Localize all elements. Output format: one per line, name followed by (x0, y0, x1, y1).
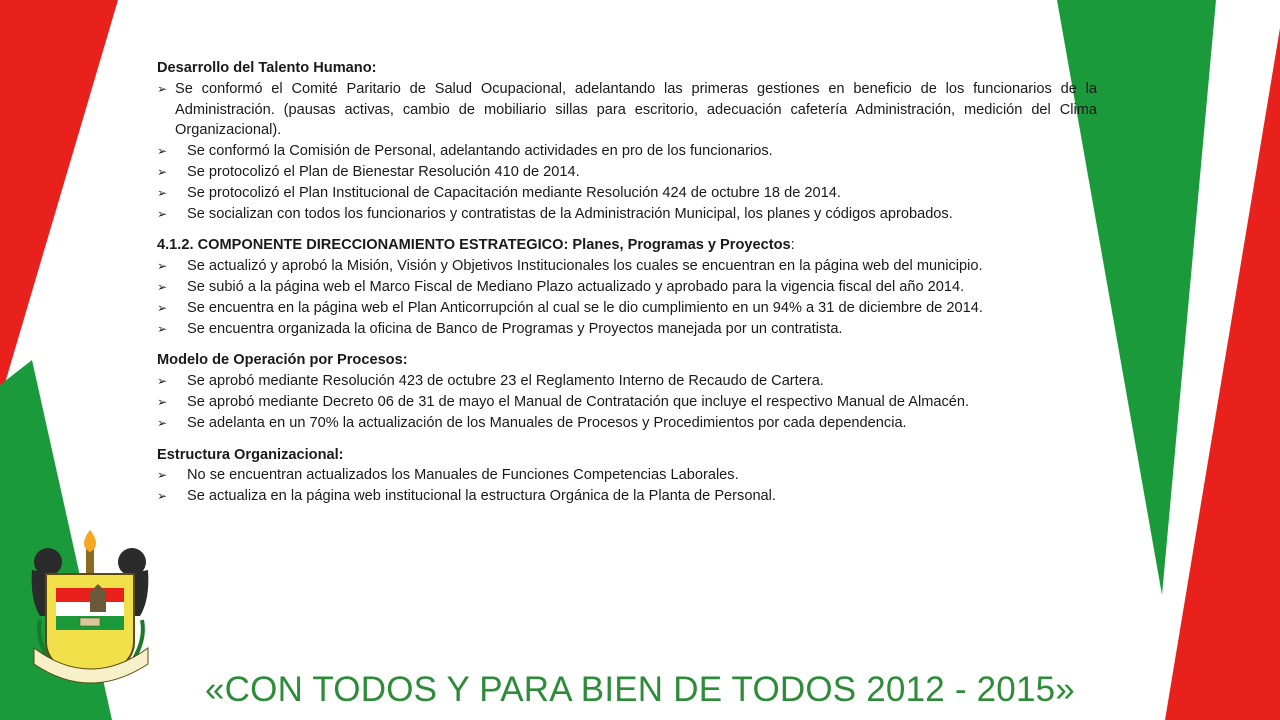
heading-bold: Modelo de Operación por Procesos: (157, 352, 408, 369)
section-estructura (157, 445, 1097, 507)
left-red-stripe (0, 0, 118, 400)
list-item (157, 298, 1097, 319)
list-item-text: Se encuentra organizada la oficina de Banco de Programas y Proyectos manejada por un contratista. (187, 320, 843, 337)
arrowhead-bullet-icon: ➢ (157, 81, 168, 96)
list-item (157, 79, 1097, 141)
list-item-text: Se protocolizó el Plan Institucional de Capacitación mediante Resolución 424 de octubre 18 de 2014. (187, 184, 841, 201)
arrowhead-bullet-icon: ➢ (157, 259, 168, 274)
arrowhead-bullet-icon: ➢ (157, 489, 168, 504)
section-talento-humano (157, 58, 1097, 224)
section-modelo-operacion (157, 350, 1097, 433)
section-heading (157, 445, 1097, 466)
list-item (157, 371, 1097, 392)
list-item (157, 204, 1097, 225)
main-text-body (157, 58, 1097, 507)
arrowhead-bullet-icon: ➢ (157, 164, 168, 179)
arrowhead-bullet-icon: ➢ (157, 321, 168, 336)
list-item (157, 413, 1097, 434)
section-direccionamiento (157, 235, 1097, 339)
list-item-text: Se conformó la Comisión de Personal, adelantando actividades en pro de los funcionarios. (187, 143, 773, 160)
arrowhead-bullet-icon: ➢ (157, 206, 168, 221)
list-item-text: Se aprobó mediante Resolución 423 de octubre 23 el Reglamento Interno de Recaudo de Cartera. (187, 373, 824, 390)
section-heading (157, 58, 1097, 79)
list-item (157, 319, 1097, 340)
list-item-text: Se subió a la página web el Marco Fiscal de Mediano Plazo actualizado y aprobado para la vigencia fiscal del año 2014. (187, 278, 965, 295)
arrowhead-bullet-icon: ➢ (157, 185, 168, 200)
list-item (157, 256, 1097, 277)
list-item (157, 162, 1097, 183)
list-item (157, 465, 1097, 486)
list-item (157, 141, 1097, 162)
list-item-text: Se protocolizó el Plan de Bienestar Resolución 410 de 2014. (187, 163, 580, 180)
list-item-text: No se encuentran actualizados los Manuales de Funciones Competencias Laborales. (187, 467, 739, 484)
arrowhead-bullet-icon: ➢ (157, 144, 168, 159)
list-item (157, 392, 1097, 413)
arrowhead-bullet-icon: ➢ (157, 415, 168, 430)
section-heading (157, 235, 1097, 256)
slogan-footer: «CON TODOS Y PARA BIEN DE TODOS 2012 - 2015» (205, 670, 1075, 709)
list-item-text: Se aprobó mediante Decreto 06 de 31 de mayo el Manual de Contratación que incluye el respectivo Manual de Almacén. (187, 393, 970, 410)
heading-bold: Estructura Organizacional: (157, 446, 344, 463)
heading-rest: : (790, 237, 795, 254)
arrowhead-bullet-icon: ➢ (157, 279, 168, 294)
list-item-text: Se actualiza en la página web institucional la estructura Orgánica de la Planta de Personal. (187, 488, 776, 505)
list-item (157, 183, 1097, 204)
list-item (157, 277, 1097, 298)
spacer (157, 224, 1097, 235)
list-item-text: Se socializan con todos los funcionarios y contratistas de la Administración Municipal, los planes y códigos aprobados. (187, 205, 953, 222)
heading-bold: 4.1.2. COMPONENTE DIRECCIONAMIENTO ESTRATEGICO: Planes, Programas y Proyectos (157, 237, 791, 254)
arrowhead-bullet-icon: ➢ (157, 300, 168, 315)
list-item (157, 486, 1097, 507)
list-item-text: Se encuentra en la página web el Plan Anticorrupción al cual se le dio cumplimiento en un 94% a 31 de diciembre de 2014. (187, 299, 983, 316)
list-item-text: Se actualizó y aprobó la Misión, Visión y Objetivos Institucionales los cuales se encuentran en la página web del municipio. (187, 258, 983, 275)
municipal-coat-of-arms-logo (26, 530, 156, 690)
list-item-text: Se adelanta en un 70% la actualización de los Manuales de Procesos y Procedimientos por cada dependencia. (187, 414, 907, 431)
list-item-text: Se conformó el Comité Paritario de Salud Ocupacional, adelantando las primeras gestiones en beneficio de los funcionarios de la Administración. (pausas activas, cambio de mobiliario sillas para escritorio, adecuación cafetería Administración, medición del Clima Organizacional). (175, 80, 1097, 139)
section-heading (157, 350, 1097, 371)
arrowhead-bullet-icon: ➢ (157, 468, 168, 483)
spacer (157, 434, 1097, 445)
spacer (157, 339, 1097, 350)
arrowhead-bullet-icon: ➢ (157, 394, 168, 409)
heading-bold: Desarrollo del Talento Humano: (157, 60, 377, 76)
arrowhead-bullet-icon: ➢ (157, 374, 168, 389)
